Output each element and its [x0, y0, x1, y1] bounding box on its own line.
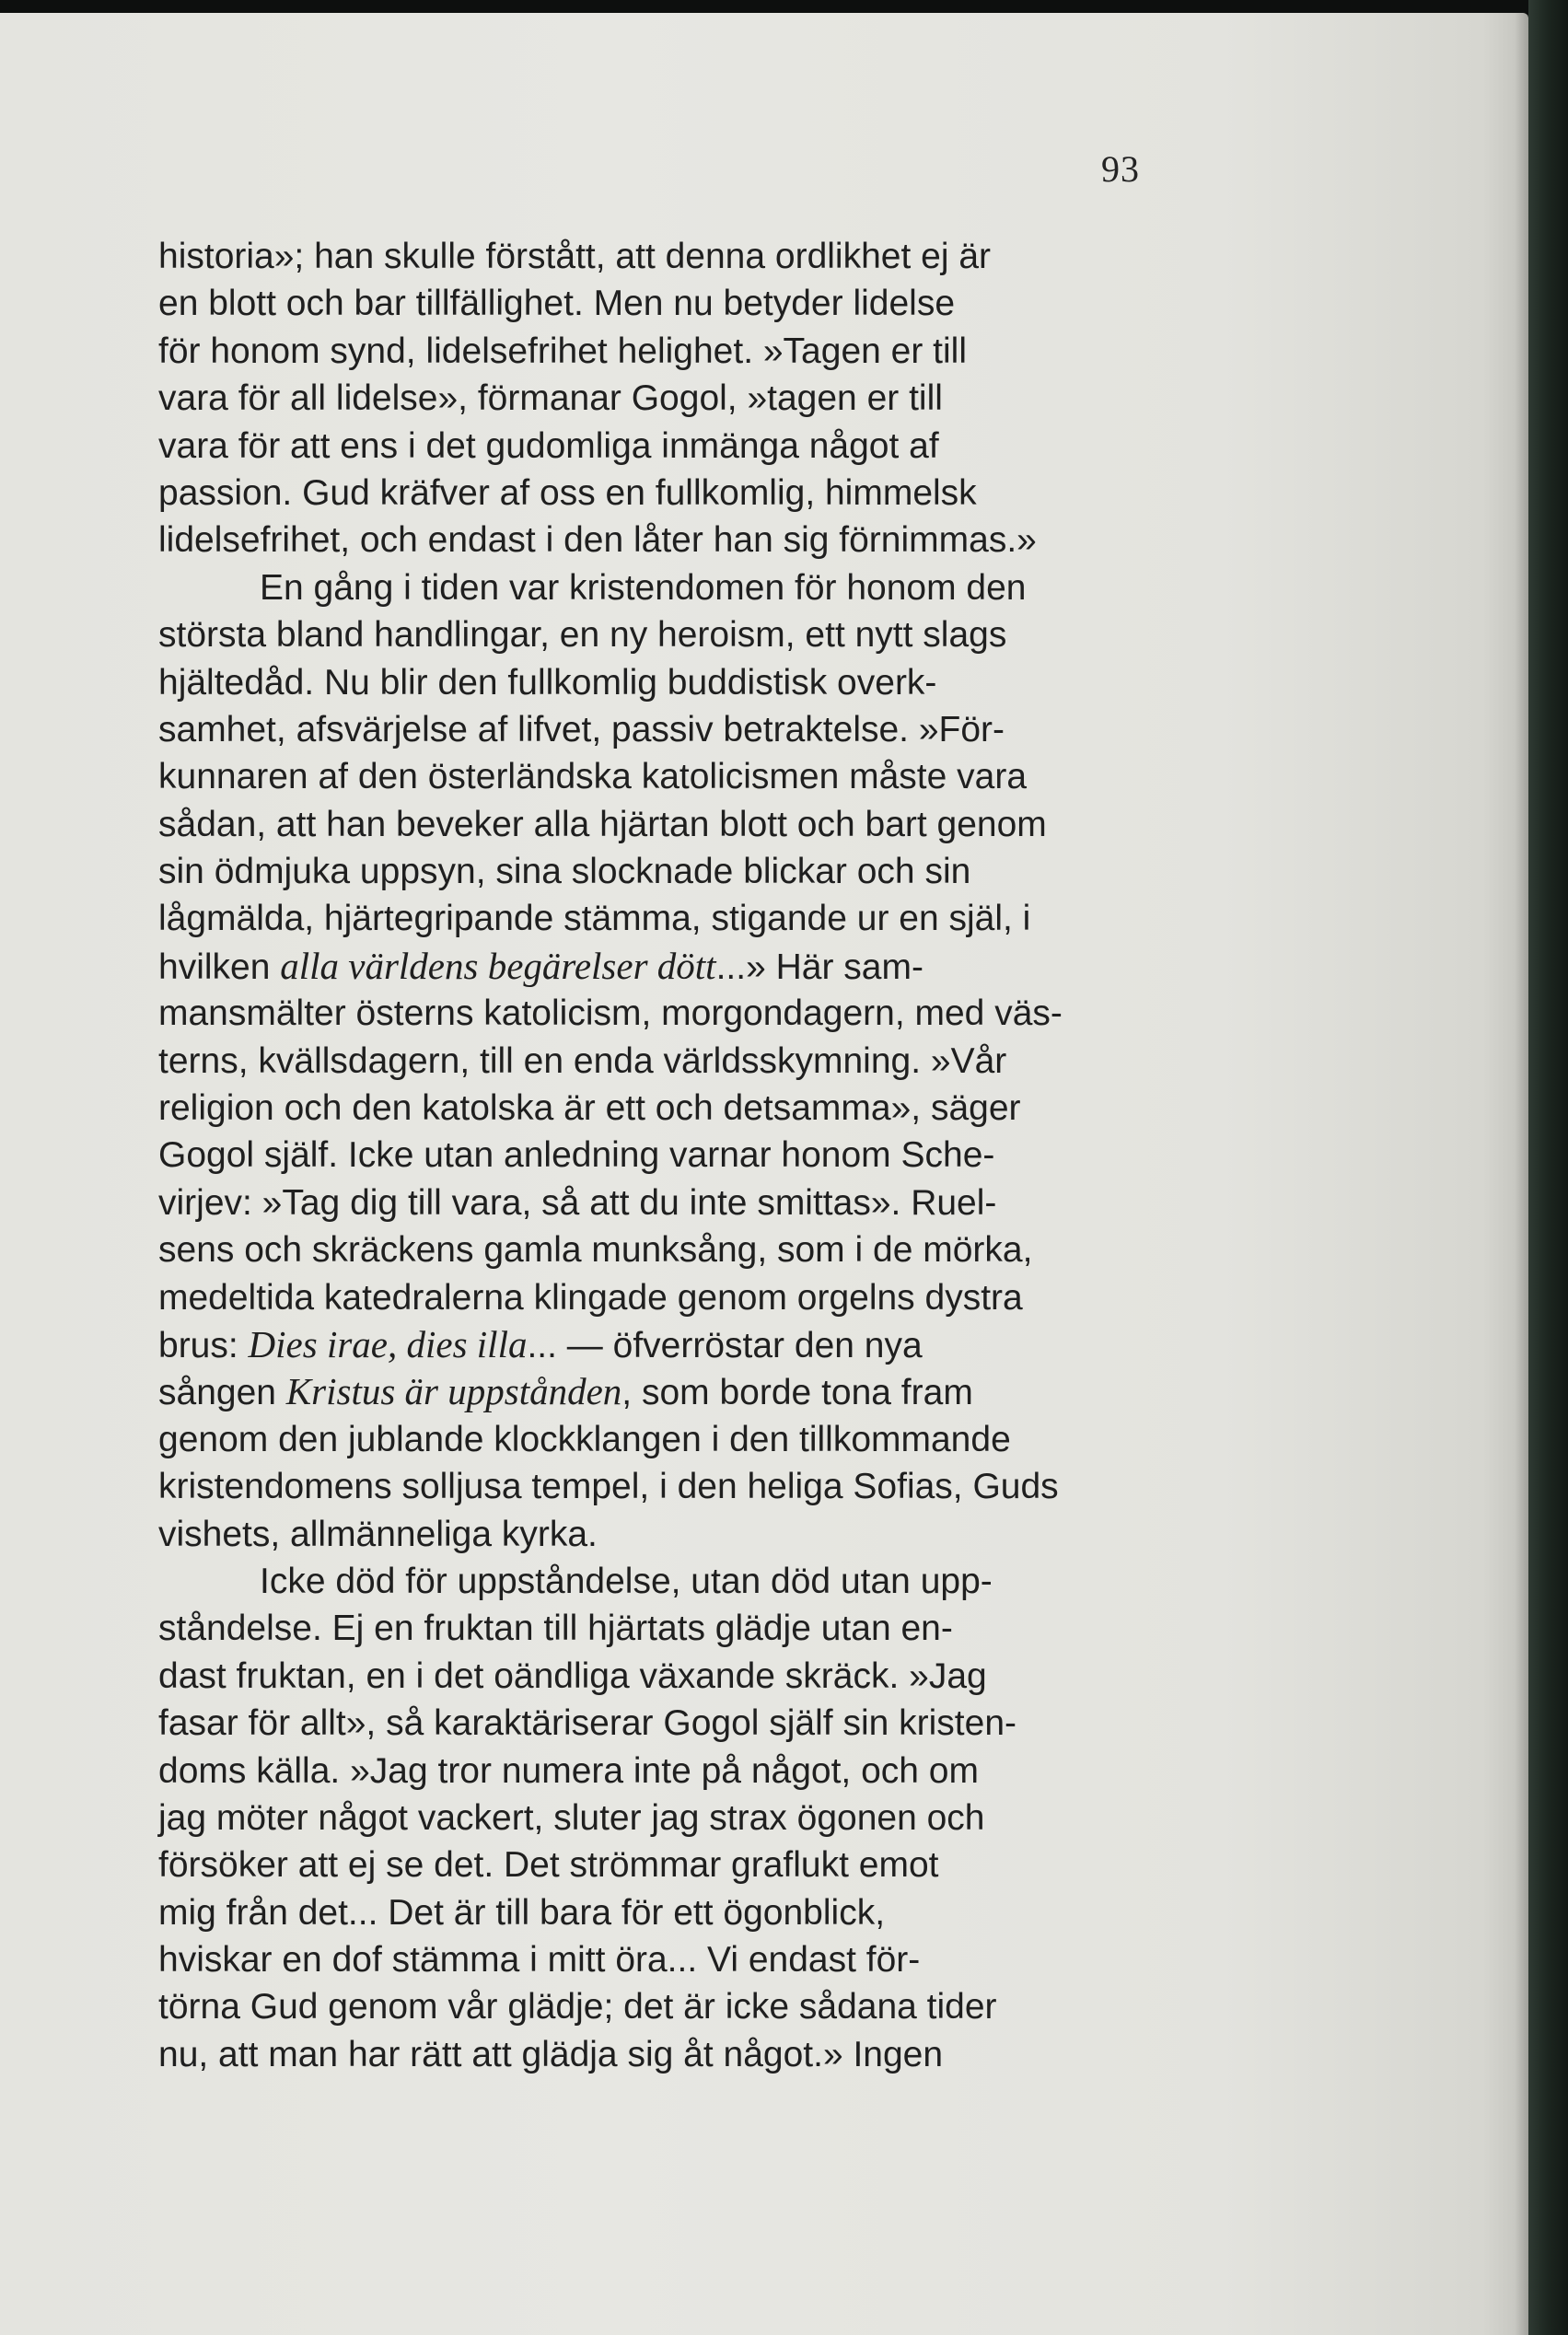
text-line [158, 943, 1220, 990]
text-line: fasar för allt», så karaktäriserar Gogol själf sin kristen- [158, 1703, 1017, 1744]
text-line: hjältedåd. Nu blir den fullkomlig buddistisk overk- [158, 662, 937, 703]
text-line: mig från det... Det är till bara för ett ögonblick, [158, 1892, 886, 1933]
italic-phrase: Kristus är uppstånden [285, 1370, 622, 1413]
italic-phrase: alla världens begärelser dött [280, 944, 716, 987]
text-line: lidelsefrihet, och endast i den låter han sig förnimmas.» [158, 520, 1037, 561]
text-line: En gång i tiden var kristendomen för honom den [260, 567, 1027, 608]
text-line: sin ödmjuka uppsyn, sina slocknade blickar och sin [158, 852, 971, 892]
text-line-part: ... — öfverröstar den nya [527, 1325, 923, 1365]
text-line: religion och den katolska är ett och detsamma», säger [158, 1088, 1021, 1129]
text-line: en blott och bar tillfällighet. Men nu betyder lidelse [158, 284, 956, 324]
text-line: dast fruktan, en i det oändliga växande skräck. »Jag [158, 1655, 987, 1696]
text-line-part: hvilken [158, 947, 281, 987]
text-line: Icke död för uppståndelse, utan död utan upp- [260, 1561, 993, 1601]
text-line: ståndelse. Ej en fruktan till hjärtats glädje utan en- [158, 1609, 953, 1649]
italic-phrase: Dies irae, dies illa [248, 1322, 528, 1365]
text-line: medeltida katedralerna klingade genom orgelns dystra [158, 1277, 1023, 1318]
text-line: försöker att ej se det. Det strömmar graflukt emot [158, 1845, 939, 1886]
text-line: största bland handlingar, en ny heroism, ett nytt slags [158, 615, 1007, 656]
text-line-part: ...» Här sam- [715, 947, 923, 987]
body-text [158, 233, 1220, 2078]
text-line: sens och skräckens gamla munksång, som i de mörka, [158, 1230, 1033, 1271]
text-line: sådan, att han beveker alla hjärtan blott och bart genom [158, 804, 1047, 844]
text-line: jag möter något vackert, sluter jag strax ögonen och [158, 1797, 985, 1838]
text-line: Gogol själf. Icke utan anledning varnar honom Sche- [158, 1135, 995, 1176]
text-line-part: brus: [158, 1325, 249, 1365]
text-line: kunnaren af den österländska katolicismen måste vara [158, 757, 1028, 797]
text-line: terns, kvällsdagern, till en enda världsskymning. »Vår [158, 1040, 1007, 1081]
page-number: 93 [1101, 148, 1140, 190]
text-line: törna Gud genom vår glädje; det är icke sådana tider [158, 1987, 997, 2027]
text-line: lågmälda, hjärtegripande stämma, stigande ur en själ, i [158, 899, 1031, 939]
text-line: doms källa. »Jag tror numera inte på något, och om [158, 1750, 979, 1791]
text-line [158, 1321, 1220, 1368]
text-line-part: , som borde tona fram [621, 1373, 973, 1413]
text-line: nu, att man har rätt att glädja sig åt något.» Ingen [158, 2034, 944, 2074]
text-line: vara för all lidelse», förmanar Gogol, »tagen er till [158, 378, 943, 419]
text-line: historia»; han skulle förstått, att denna ordlikhet ej är [158, 237, 992, 276]
text-line: genom den jublande klockklangen i den tillkommande [158, 1419, 1011, 1459]
text-line: vishets, allmänneliga kyrka. [158, 1514, 598, 1554]
page-gutter-shadow [1515, 13, 1529, 2335]
text-line: vara för att ens i det gudomliga inmänga något af [158, 425, 939, 466]
book-cover-edge [1528, 0, 1568, 2335]
text-line [158, 1368, 1220, 1415]
text-line: samhet, afsvärjelse af lifvet, passiv betraktelse. »För- [158, 709, 1005, 749]
text-line: virjev: »Tag dig till vara, så att du inte smittas». Ruel- [158, 1182, 997, 1223]
text-line-part: sången [158, 1373, 286, 1413]
text-line: mansmälter österns katolicism, morgondagern, med väs- [158, 993, 1063, 1034]
text-line: för honom synd, lidelsefrihet helighet. »Tagen er till [158, 331, 967, 371]
text-line: passion. Gud kräfver af oss en fullkomlig, himmelsk [158, 472, 977, 513]
text-line: kristendomens solljusa tempel, i den heliga Sofias, Guds [158, 1467, 1059, 1507]
text-line: hviskar en dof stämma i mitt öra... Vi endast för- [158, 1940, 921, 1981]
